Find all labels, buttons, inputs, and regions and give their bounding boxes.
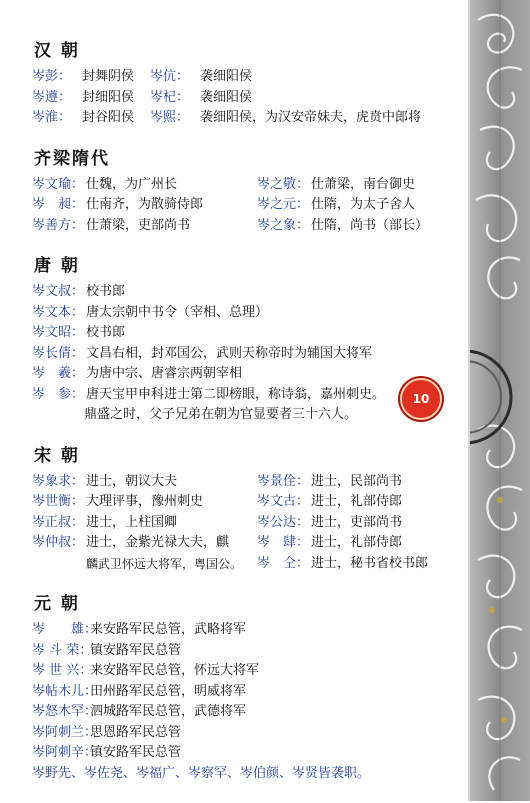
person-name: 岑阿刺辛： xyxy=(32,745,98,760)
list-row xyxy=(32,513,462,534)
person-name: 岑淮： xyxy=(32,110,72,125)
person-name: 岑彭： xyxy=(32,69,72,84)
list-row xyxy=(32,88,462,109)
list-row xyxy=(32,620,462,641)
section-song xyxy=(32,445,462,575)
page-number-badge: 10 xyxy=(400,378,442,420)
person-name: 岑 昶： xyxy=(32,197,85,212)
list-row xyxy=(32,702,462,723)
section-title: 齐梁隋代 xyxy=(34,148,110,169)
person-name: 岑公达： xyxy=(257,514,310,530)
person-name: 岑 参： xyxy=(32,386,85,402)
person-desc: 大理评事，豫州刺史 xyxy=(86,494,204,509)
person-desc: 泗城路军民总管，武德将军 xyxy=(90,704,247,719)
list-row xyxy=(32,641,462,662)
list-row xyxy=(32,282,462,303)
person-name: 岑文瑜： xyxy=(32,176,85,192)
person-desc: 田州路军民总管，明威将军 xyxy=(90,683,247,699)
section-title: 汉 朝 xyxy=(34,41,80,61)
person-desc: 进士，民部尚书 xyxy=(311,473,403,489)
person-desc: 文昌右相，封邓国公，武则天称帝时为辅国大将军 xyxy=(86,345,373,361)
list-row xyxy=(32,554,462,575)
list-row xyxy=(32,216,462,237)
list-row xyxy=(32,385,462,406)
section-title: 元 朝 xyxy=(34,594,80,614)
person-desc: 仕萧梁，吏部尚书 xyxy=(86,217,191,233)
person-desc: 进士，金紫光禄大夫，麒 xyxy=(86,535,230,550)
person-name: 岑文叔： xyxy=(32,284,85,299)
person-name: 岑仲叔： xyxy=(32,535,85,550)
person-name: 岑遵： xyxy=(32,89,72,105)
person-name: 岑伉： xyxy=(150,69,190,84)
person-name: 岑文昭： xyxy=(32,325,85,340)
person-name: 岑景佺： xyxy=(257,473,310,489)
person-name: 岑象求： xyxy=(32,473,85,489)
list-row xyxy=(32,175,462,196)
person-name: 岑文古： xyxy=(257,494,310,509)
person-name: 岑杞： xyxy=(150,89,190,105)
person-name: 岑 雄： xyxy=(32,622,98,637)
person-desc: 校书郎 xyxy=(86,325,126,340)
list-row xyxy=(32,661,462,682)
section-yuan xyxy=(32,593,462,784)
person-desc: 进士，朝议大夫 xyxy=(86,473,178,489)
person-desc: 封谷阳侯 xyxy=(82,110,135,125)
section-title: 唐 朝 xyxy=(34,256,80,276)
person-name: 岑 羲： xyxy=(32,366,85,381)
list-row xyxy=(32,303,462,324)
list-row xyxy=(32,743,462,764)
person-name: 岑善方： xyxy=(32,217,85,233)
person-desc: 进士，秘书省校书郎 xyxy=(311,555,429,571)
person-name: 岑 仝： xyxy=(257,555,310,571)
person-name: 岑 斗 荣： xyxy=(32,642,93,658)
list-row xyxy=(32,533,462,554)
person-desc: 仕萧梁，南台御史 xyxy=(311,176,416,192)
list-row xyxy=(32,472,462,493)
closing-line: 岑野先、岑佐尧、岑福广、岑察罕、岑伯颜、岑贤皆袭职。 xyxy=(32,765,371,781)
person-desc: 仕南齐，为散骑侍郎 xyxy=(86,197,204,212)
list-row xyxy=(32,323,462,344)
list-row xyxy=(32,723,462,744)
person-desc: 仕隋，尚书（部长） xyxy=(311,217,429,233)
person-desc: 封舞阴侯 xyxy=(82,69,135,84)
list-row xyxy=(32,195,462,216)
person-desc: 袭细阳侯 xyxy=(200,69,253,84)
person-desc: 思恩路军民总管 xyxy=(90,724,182,740)
person-name: 岑之象： xyxy=(257,217,310,233)
person-name: 岑之敬： xyxy=(257,176,310,192)
continuation-line: 麟武卫怀远大将军，粤国公。 xyxy=(86,556,243,571)
ornament-pattern-icon xyxy=(470,0,530,801)
person-desc: 镇安路军民总管 xyxy=(90,745,182,760)
person-desc: 仕隋，为太子舍人 xyxy=(311,197,416,212)
person-desc: 来安路军民总管，武略将军 xyxy=(90,622,247,637)
person-desc: 进士，上柱国卿 xyxy=(86,514,178,530)
person-name: 岑正叔： xyxy=(32,514,85,530)
person-desc: 来安路军民总管，怀远大将军 xyxy=(90,663,260,678)
person-name: 岑怒木罕： xyxy=(32,704,98,719)
section-tang xyxy=(32,255,462,426)
person-name: 岑之元： xyxy=(257,197,310,212)
person-name: 岑 世 兴： xyxy=(32,663,93,678)
person-desc: 唐天宝甲申科进士第二即榜眼，称诗翁，嘉州刺史。 xyxy=(86,386,386,402)
person-name: 岑文本： xyxy=(32,304,85,320)
person-desc: 仕魏，为广州长 xyxy=(86,176,178,192)
person-desc: 进士，吏部尚书 xyxy=(311,514,403,530)
person-desc: 唐太宗朝中书令（宰相、总理） xyxy=(86,304,269,320)
person-name: 岑长倩： xyxy=(32,345,85,361)
content xyxy=(32,40,462,803)
person-desc: 袭细阳侯，为汉安帝妹夫，虎贲中郎将 xyxy=(200,110,422,125)
person-name: 岑 肆： xyxy=(257,535,310,550)
person-desc: 进士，礼部侍郎 xyxy=(311,494,403,509)
person-name: 岑世衡： xyxy=(32,494,85,509)
person-desc: 封细阳侯 xyxy=(82,89,135,105)
list-row xyxy=(32,492,462,513)
list-row xyxy=(32,67,462,88)
person-desc: 镇安路军民总管 xyxy=(90,642,182,658)
list-row xyxy=(32,108,462,129)
person-name: 岑熙： xyxy=(150,110,190,125)
list-row xyxy=(32,364,462,385)
person-name: 岑帖木儿： xyxy=(32,683,98,699)
section-han xyxy=(32,40,462,129)
person-name: 岑阿刺兰： xyxy=(32,724,98,740)
continuation-line: 鼎盛之时，父子兄弟在朝为官显要者三十六人。 xyxy=(84,407,358,422)
section-qi-liang-sui xyxy=(32,148,462,237)
person-desc: 袭细阳侯 xyxy=(200,89,253,105)
person-desc: 为唐中宗、唐睿宗两朝宰相 xyxy=(86,366,243,381)
decorative-border xyxy=(470,0,530,801)
section-title: 宋 朝 xyxy=(34,445,80,466)
person-desc: 进士，礼部侍郎 xyxy=(311,535,403,550)
list-row xyxy=(32,682,462,703)
person-desc: 校书郎 xyxy=(86,284,126,299)
list-row xyxy=(32,344,462,365)
